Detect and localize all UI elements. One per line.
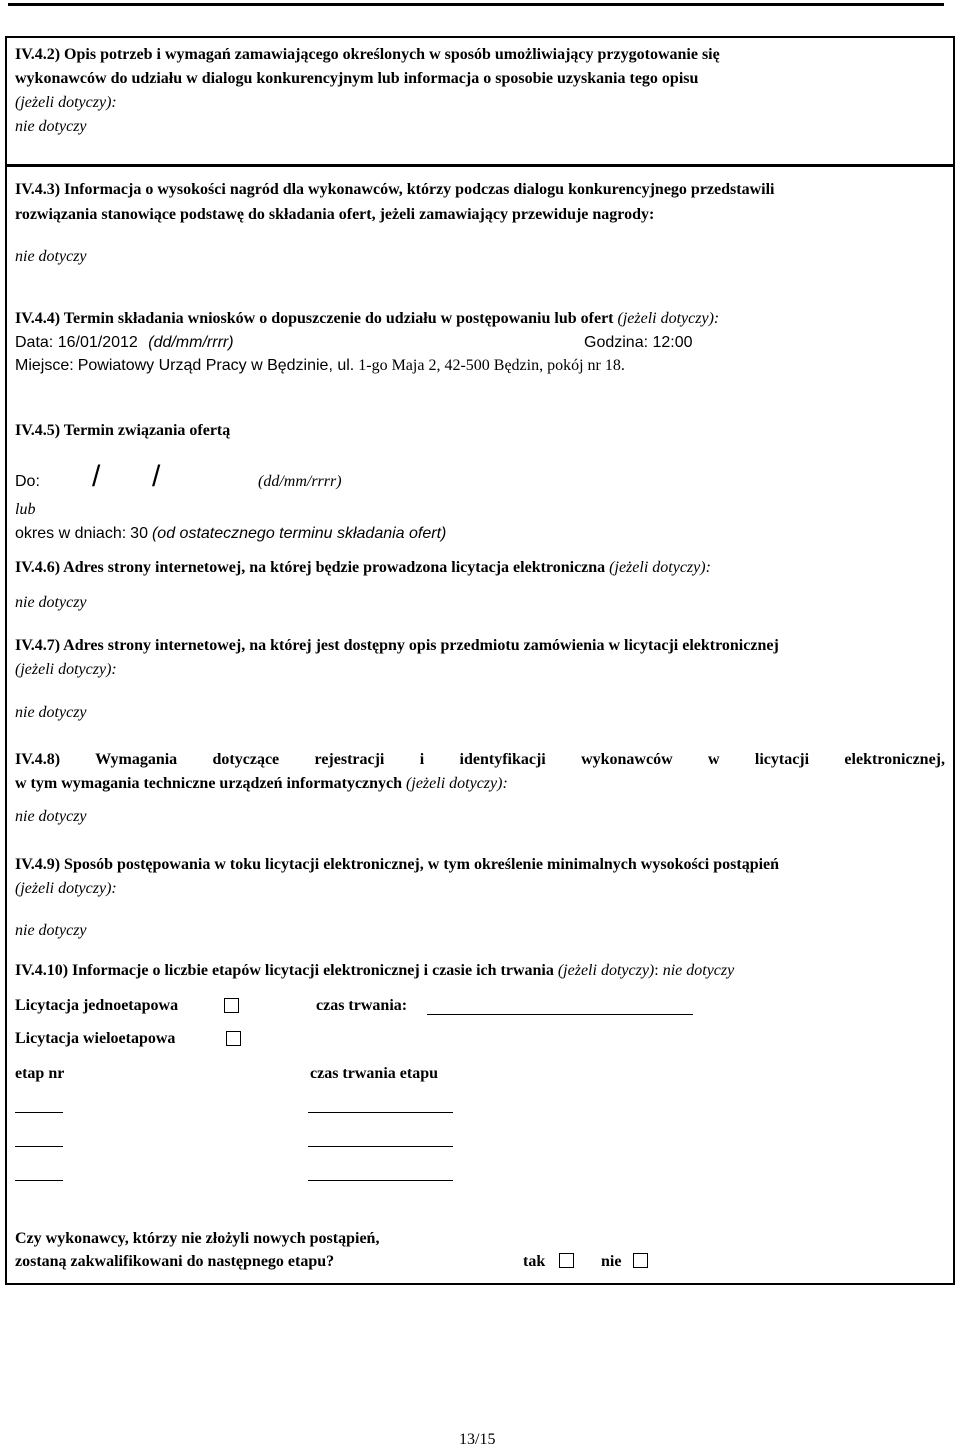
- section-4-8-heading-line-1: IV.4.8) Wymagania dotyczące rejestracji i identyfikacji wykonawców w licytacji elektronicznej,: [15, 751, 945, 768]
- top-rule: [8, 3, 944, 6]
- single-stage-label: Licytacja jednoetapowa: [15, 997, 179, 1014]
- duration-label: czas trwania:: [316, 997, 408, 1014]
- section-4-3-heading-line-2: rozwiązania stanowiące podstawę do składania ofert, jeżeli zamawiający przewiduje nagrody:: [15, 206, 655, 223]
- date-value: 16/01/2012: [57, 334, 138, 351]
- duration-input-line[interactable]: [427, 1014, 693, 1015]
- place-value-2: 1-go Maja 2, 42-500 Będzin, pokój nr 18.: [358, 357, 625, 374]
- section-4-7-heading: IV.4.7) Adres strony internetowej, na której jest dostępny opis przedmiotu zamówienia w licytacji elektronicznej: [15, 637, 779, 654]
- section-4-2-value: nie dotyczy: [15, 118, 87, 135]
- section-4-9-heading: IV.4.9) Sposób postępowania w toku licytacji elektronicznej, w tym określenie minimalnych wysokości postąpień: [15, 856, 780, 873]
- section-4-8-value: nie dotyczy: [15, 808, 87, 825]
- page-number: 13/15: [459, 1431, 496, 1448]
- section-4-6-value: nie dotyczy: [15, 594, 87, 611]
- no-checkbox[interactable]: [633, 1253, 648, 1268]
- section-4-3-value: nie dotyczy: [15, 248, 87, 265]
- stage-no-line-3[interactable]: [15, 1180, 63, 1181]
- section-4-10-note: (jeżeli dotyczy): [557, 962, 655, 979]
- stage-duration-line-2[interactable]: [308, 1146, 453, 1147]
- days-value: 30: [130, 525, 148, 542]
- section-4-3-heading-line-1: IV.4.3) Informacja o wysokości nagród dla wykonawców, którzy podczas dialogu konkurencyjnego przedstawili: [15, 181, 775, 198]
- section-4-6-heading: IV.4.6) Adres strony internetowej, na której będzie prowadzona licytacja elektroniczna: [15, 559, 606, 576]
- place-label: Miejsce:: [15, 357, 74, 374]
- section-4-6-heading-row: [15, 556, 711, 579]
- section-4-4-heading: IV.4.4) Termin składania wniosków o dopuszczenie do udziału w postępowaniu lub ofert: [15, 310, 614, 327]
- section-4-2-heading-line-1: IV.4.2) Opis potrzeb i wymagań zamawiającego określonych w sposób umożliwiający przygotowanie się: [15, 46, 720, 63]
- or-label: lub: [15, 501, 36, 518]
- qualification-question-line-1: Czy wykonawcy, którzy nie złożyli nowych postąpień,: [15, 1230, 380, 1247]
- section-4-10-colon: :: [654, 962, 659, 979]
- section-4-10-heading: IV.4.10) Informacje o liczbie etapów licytacji elektronicznej i czasie ich trwania: [15, 962, 554, 979]
- section-4-4-place-row: [15, 354, 625, 377]
- section-4-5-heading: IV.4.5) Termin związania ofertą: [15, 422, 231, 439]
- yes-label: tak: [523, 1253, 546, 1270]
- section-4-6-note: (jeżeli dotyczy):: [609, 559, 711, 576]
- section-4-2-note: (jeżeli dotyczy):: [15, 94, 117, 111]
- yes-checkbox[interactable]: [559, 1253, 574, 1268]
- date-slash-2: /: [152, 460, 161, 493]
- section-4-7-value: nie dotyczy: [15, 704, 87, 721]
- stage-no-label: etap nr: [15, 1065, 65, 1082]
- section-4-7-note: (jeżeli dotyczy):: [15, 661, 117, 678]
- time-value: 12:00: [652, 334, 693, 351]
- section-4-8-note: (jeżeli dotyczy):: [406, 775, 508, 792]
- section-4-10-heading-row: [15, 959, 734, 982]
- section-4-4-note: (jeżeli dotyczy):: [617, 310, 720, 327]
- stage-no-line-2[interactable]: [15, 1146, 63, 1147]
- days-note: (od ostatecznego terminu składania ofert): [151, 525, 447, 542]
- section-4-9-note: (jeżeli dotyczy):: [15, 880, 117, 897]
- days-label: okres w dniach:: [15, 525, 127, 542]
- section-4-4-time-row: [584, 331, 693, 354]
- no-label: nie: [601, 1253, 622, 1270]
- binding-date-format: (dd/mm/rrrr): [258, 473, 342, 490]
- multi-stage-checkbox[interactable]: [226, 1031, 241, 1046]
- single-stage-checkbox[interactable]: [224, 998, 239, 1013]
- section-4-9-value: nie dotyczy: [15, 922, 87, 939]
- section-4-8-heading-row-2: [15, 772, 508, 795]
- qualification-question-line-2: zostaną zakwalifikowani do następnego etapu?: [15, 1253, 335, 1270]
- stage-duration-label: czas trwania etapu: [310, 1065, 438, 1082]
- section-4-4-heading-row: [15, 307, 719, 330]
- date-slash-1: /: [92, 460, 101, 493]
- section-4-2-heading-line-2: wykonawców do udziału w dialogu konkurencyjnym lub informacja o sposobie uzyskania tego opisu: [15, 70, 699, 87]
- section-4-8-heading-line-2: w tym wymagania techniczne urządzeń informatycznych: [15, 775, 403, 792]
- place-value: Powiatowy Urząd Pracy w Będzinie, ul.: [77, 357, 355, 374]
- stage-duration-line-3[interactable]: [308, 1180, 453, 1181]
- multi-stage-label: Licytacja wieloetapowa: [15, 1030, 176, 1047]
- date-format: (dd/mm/rrrr): [148, 334, 234, 351]
- section-4-10-value: nie dotyczy: [662, 962, 735, 979]
- time-label: Godzina:: [584, 334, 649, 351]
- to-label: Do:: [15, 473, 40, 490]
- stage-duration-line-1[interactable]: [308, 1112, 453, 1113]
- section-4-4-date-row: [15, 331, 234, 354]
- date-label: Data:: [15, 334, 54, 351]
- stage-no-line-1[interactable]: [15, 1112, 63, 1113]
- days-row: [15, 522, 446, 545]
